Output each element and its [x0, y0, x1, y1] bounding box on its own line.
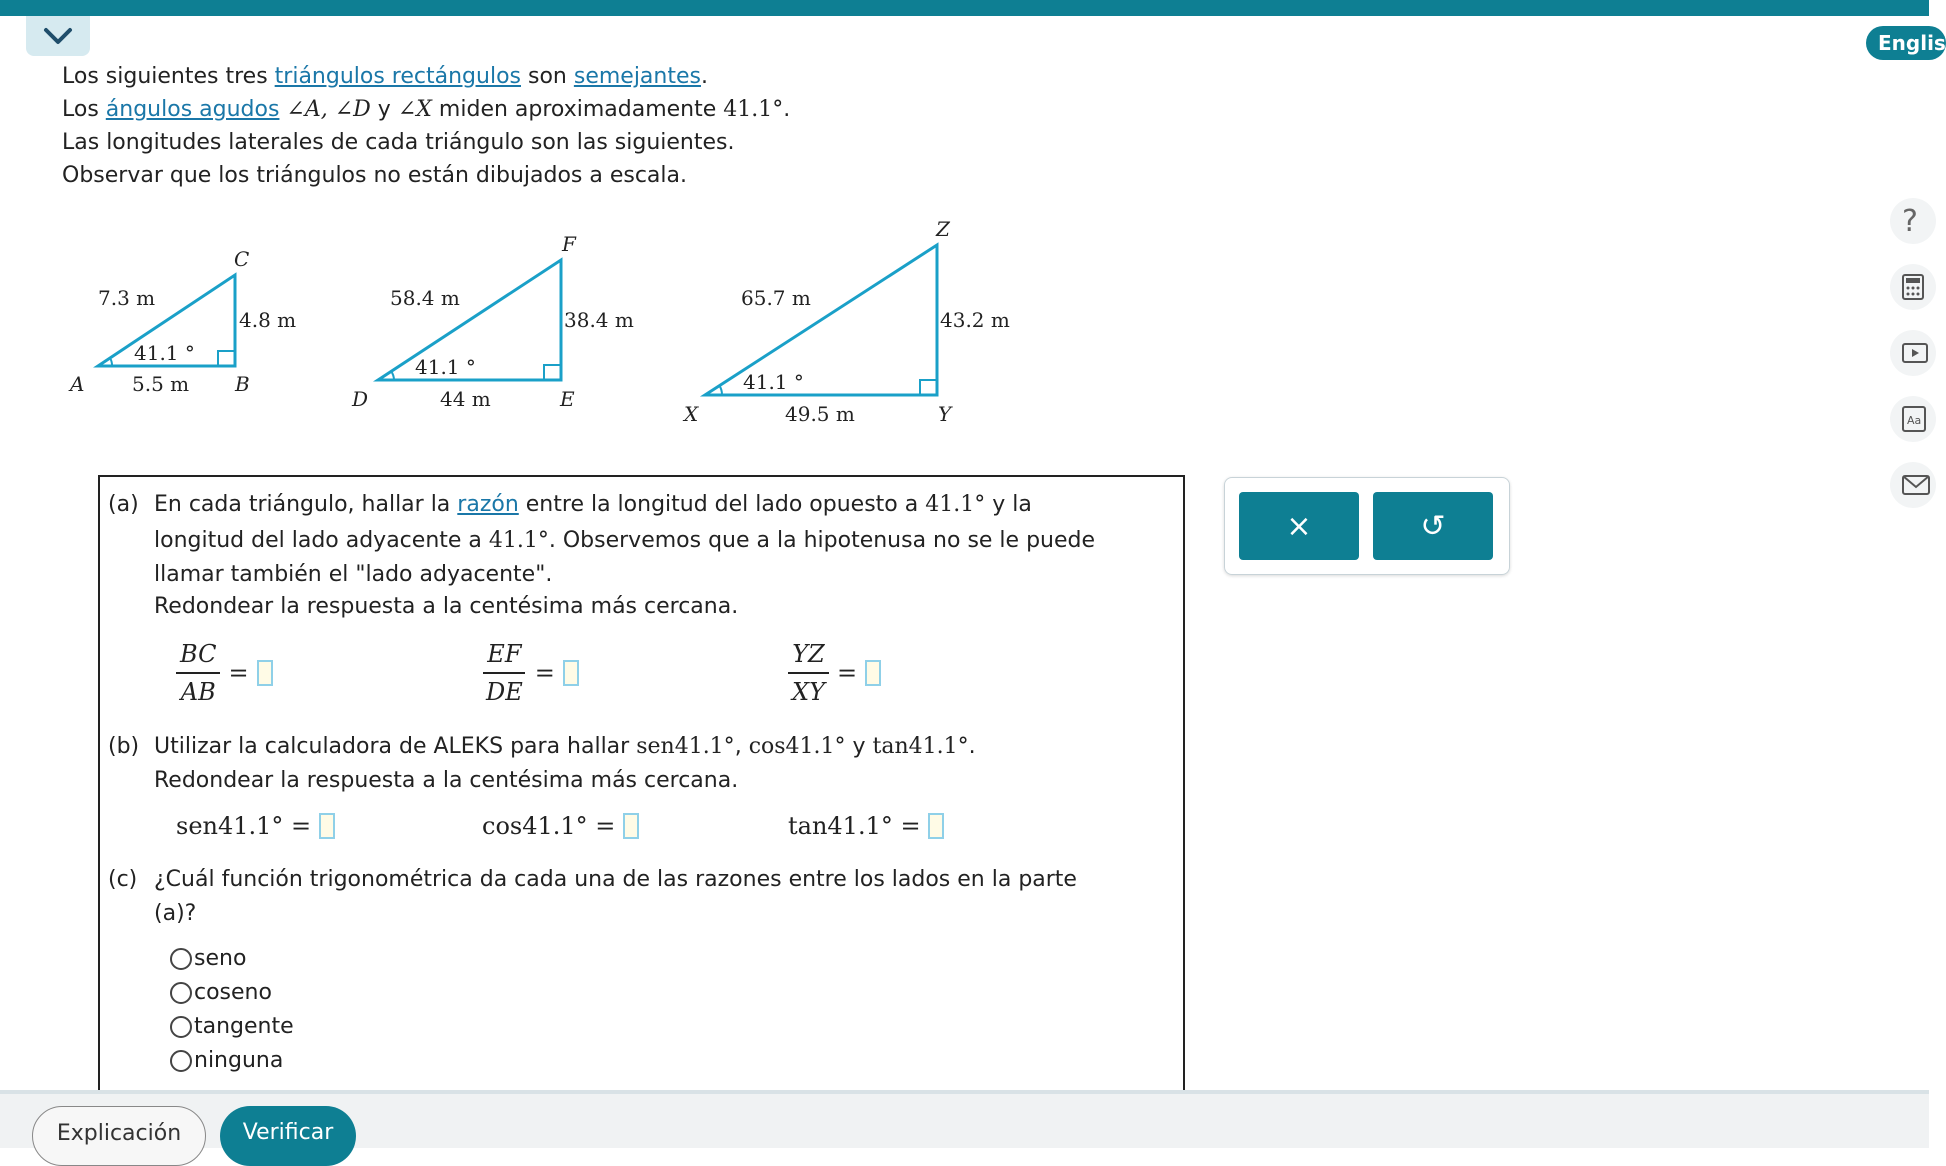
- vertex-label: X: [684, 402, 699, 426]
- answer-actions: [1224, 477, 1510, 575]
- video-icon[interactable]: [1890, 330, 1936, 376]
- radio-button[interactable]: [170, 948, 192, 970]
- vertex-label: Y: [938, 402, 952, 426]
- part-a-line-2: longitud del lado adyacente a 41.1°. Observemos que a la hipotenusa no se le puede: [154, 528, 1096, 553]
- top-bar: [0, 0, 1929, 16]
- answer-input-yz-xy[interactable]: [865, 660, 881, 686]
- part-c-line-2: (a)?: [154, 901, 197, 926]
- angle-label: 41.1 °: [134, 341, 195, 365]
- triangles-figure: [60, 205, 1020, 445]
- adjacent-label: 5.5 m: [132, 372, 190, 396]
- dictionary-icon[interactable]: [1890, 396, 1936, 442]
- vertex-label: D: [352, 387, 369, 411]
- link-razon[interactable]: razón: [457, 492, 519, 517]
- option-coseno[interactable]: coseno: [170, 980, 272, 1005]
- angle-label: 41.1 °: [743, 370, 804, 394]
- triangle-xyz-shape: [705, 245, 937, 395]
- sin-row: sen41.1° =: [176, 812, 335, 840]
- collapse-toggle[interactable]: [26, 16, 90, 56]
- vertex-label: C: [234, 247, 250, 271]
- ratio-ef-de: $\frac{EF}{DE}$ =: [482, 640, 579, 706]
- link-angulos-agudos[interactable]: ángulos agudos: [105, 97, 280, 122]
- adjacent-label: 49.5 m: [785, 402, 855, 426]
- option-tangente[interactable]: tangente: [170, 1014, 294, 1039]
- calculator-icon[interactable]: [1890, 264, 1936, 310]
- angle-label: 41.1 °: [415, 355, 476, 379]
- right-angle-marker: [920, 380, 937, 395]
- undo-button[interactable]: [1373, 492, 1493, 560]
- ratio-bc-ab: $\frac{BC}{AB}$ =: [176, 640, 273, 706]
- intro-line-1: Los siguientes tres triángulos rectángulos son semejantes.: [62, 64, 708, 89]
- tan-row: tan41.1° =: [788, 812, 944, 840]
- fraction: $\frac{EF}{DE}$: [482, 640, 527, 706]
- chevron-down-icon: [43, 27, 73, 45]
- hypotenuse-label: 58.4 m: [390, 286, 460, 310]
- opposite-label: 4.8 m: [239, 308, 297, 332]
- triangle-abc: [68, 247, 296, 396]
- part-a-line-4: Redondear la respuesta a la centésima más cercana.: [154, 594, 739, 619]
- hypotenuse-label: 65.7 m: [741, 286, 811, 310]
- triangle-def: [351, 232, 634, 411]
- answer-input-tan[interactable]: [928, 813, 944, 839]
- explanation-button[interactable]: Explicación: [32, 1106, 206, 1166]
- radio-button[interactable]: [170, 1016, 192, 1038]
- link-triangulos-rectangulos[interactable]: triángulos rectángulos: [274, 64, 521, 89]
- fraction: $\frac{YZ}{XY}$: [788, 640, 829, 706]
- option-seno[interactable]: seno: [170, 946, 246, 971]
- message-icon[interactable]: [1890, 462, 1936, 508]
- intro-line-4: Observar que los triángulos no están dibujados a escala.: [62, 163, 688, 188]
- part-c-line-1: (c) ¿Cuál función trigonométrica da cada una de las razones entre los lados en la parte: [108, 867, 1077, 892]
- vertex-label: Z: [936, 217, 950, 241]
- answer-input-ef-de[interactable]: [563, 660, 579, 686]
- right-angle-marker: [544, 365, 561, 380]
- check-button[interactable]: Verificar: [220, 1106, 356, 1166]
- part-a-line-1: (a) En cada triángulo, hallar la razón entre la longitud del lado opuesto a 41.1° y la: [108, 492, 1032, 517]
- radio-button[interactable]: [170, 1050, 192, 1072]
- fraction: $\frac{BC}{AB}$: [176, 640, 220, 706]
- link-semejantes[interactable]: semejantes: [573, 64, 701, 89]
- opposite-label: 43.2 m: [940, 308, 1010, 332]
- hypotenuse-label: 7.3 m: [98, 286, 156, 310]
- vertex-label: E: [560, 387, 575, 411]
- language-button[interactable]: Englis: [1866, 26, 1946, 60]
- part-a-line-3: llamar también el "lado adyacente".: [154, 562, 553, 587]
- answer-input-cos[interactable]: [623, 813, 639, 839]
- part-b-line-2: Redondear la respuesta a la centésima más cercana.: [154, 768, 739, 793]
- triangle-xyz: [682, 217, 1010, 426]
- part-b-line-1: (b) Utilizar la calculadora de ALEKS para hallar sen41.1°, cos41.1° y tan41.1°.: [108, 734, 976, 759]
- ratio-yz-xy: $\frac{YZ}{XY}$ =: [788, 640, 881, 706]
- answer-input-sin[interactable]: [319, 813, 335, 839]
- right-angle-marker: [218, 351, 235, 366]
- opposite-label: 38.4 m: [564, 308, 634, 332]
- vertex-label: F: [562, 232, 576, 256]
- clear-button[interactable]: [1239, 492, 1359, 560]
- intro-line-3: Las longitudes laterales de cada triángulo son las siguientes.: [62, 130, 735, 155]
- problem-intro: [62, 60, 790, 192]
- option-ninguna[interactable]: ninguna: [170, 1048, 283, 1073]
- intro-line-2: Los ángulos agudos ∠A, ∠D y ∠X miden aproximadamente 41.1°.: [62, 97, 791, 122]
- svg-text:Aa: Aa: [1907, 414, 1922, 427]
- undo-icon: ↺: [1420, 508, 1446, 544]
- cos-row: cos41.1° =: [482, 812, 639, 840]
- adjacent-label: 44 m: [440, 387, 491, 411]
- close-icon: ×: [1286, 508, 1312, 544]
- vertex-label: B: [235, 372, 250, 396]
- answer-input-bc-ab[interactable]: [257, 660, 273, 686]
- help-icon[interactable]: ?: [1890, 198, 1936, 244]
- radio-button[interactable]: [170, 982, 192, 1004]
- vertex-label: A: [70, 372, 85, 396]
